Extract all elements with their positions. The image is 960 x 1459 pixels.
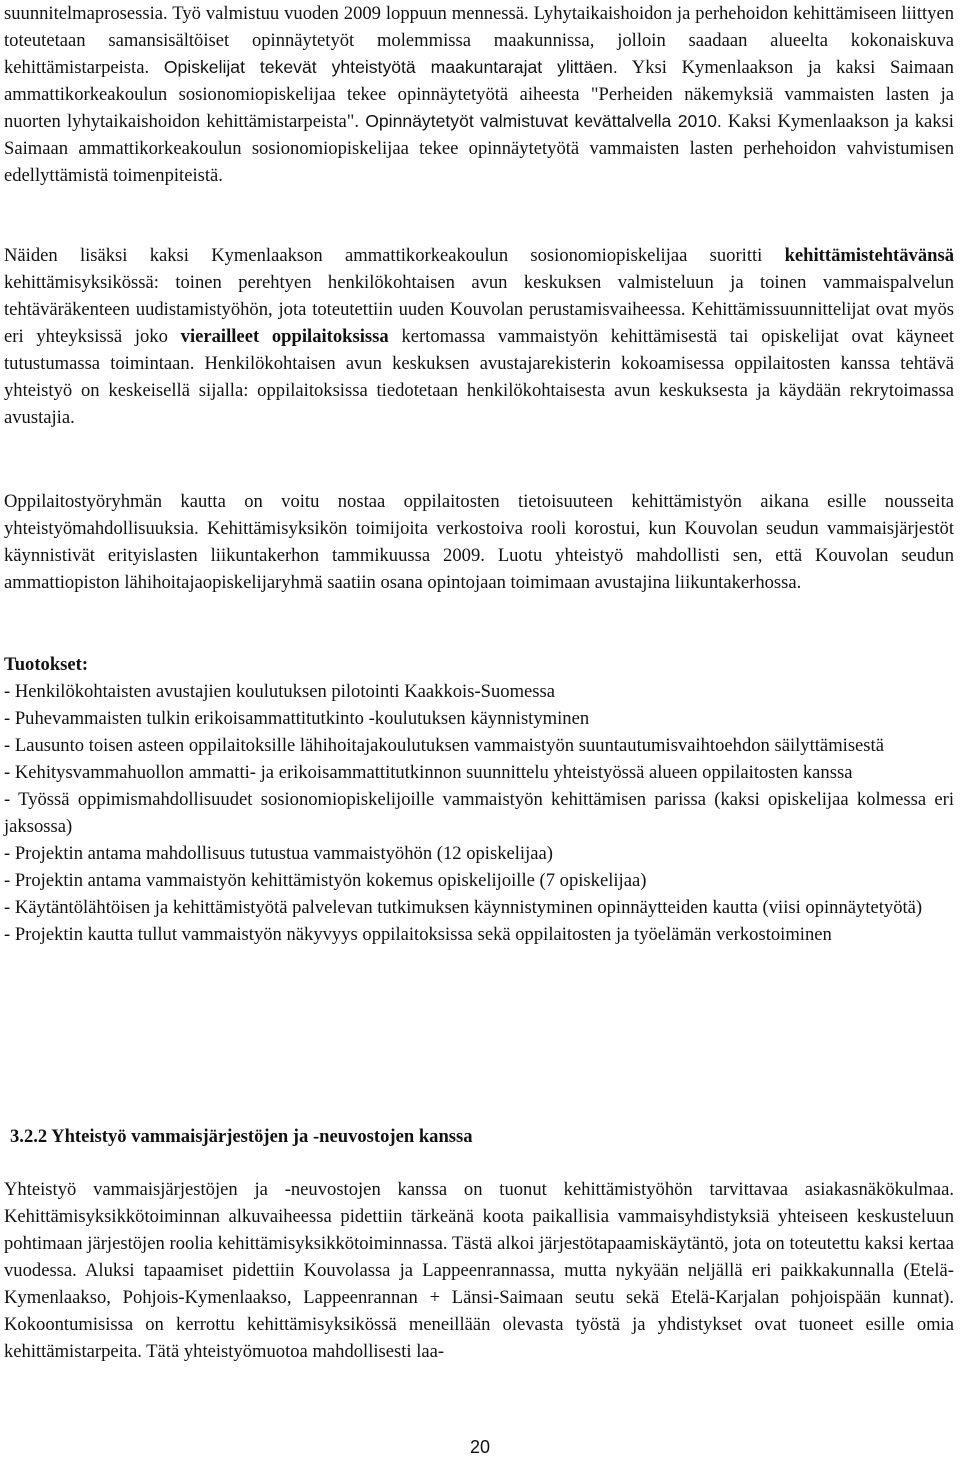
para1-text-d: Opinnäytetyöt valmistuvat kevättalvella 2010.: [365, 111, 722, 131]
list-item: - Käytäntölähtöisen ja kehittämistyötä palvelevan tutkimuksen käynnistyminen opinnäytteiden kautta (viisi opinnäytetyötä): [4, 897, 923, 918]
para1-text-e: Kaksi Kymenlaakson ja kaksi Saimaan ammattikorkeakoulun sosionomiopiskelijaa tekee opinnäytetyötä vammaisten lasten perhehoidon vahvistumisen edellyttämistä toimenpiteistä.: [4, 111, 954, 186]
para1-text-a: suunnitelmaprosessia. Työ valmistuu vuoden 2009 loppuun mennessä. Lyhytaikaishoidon ja perhehoidon kehittämiseen liittyen toteutetaan samansisältöiset opinnäytetyöt molemmissa maakunnissa, jolloin saadaan alueelta kokonaiskuva kehittämistarpeista.: [4, 3, 954, 78]
para1-text-b: Opiskelijat tekevät yhteistyötä maakuntarajat ylittäen.: [163, 57, 618, 77]
paragraph-school-workgroup: Oppilaitostyöryhmän kautta on voitu nostaa oppilaitosten tietoisuuteen kehittämistyön aikana esille nousseita yhteistyömahdollisuuksia. Kehittämisyksikön toimijoita verkostoiva rooli korostui, kun Kouvolan seudun vammaisjärjestöt käynnistivät erityislasten liikuntakerhon tammikuussa 2009. Luotu yhteistyö mahdollisti sen, että Kouvolan seudun ammattiopiston lähihoitajaopiskelijaryhmä saatiin osana opintojaan toimimaan avustajina liikuntakerhossa.: [4, 491, 954, 593]
paragraph-intro: [4, 0, 954, 189]
results-heading: Tuotokset:: [4, 654, 89, 675]
paragraph-organizations: Yhteistyö vammaisjärjestöjen ja -neuvostojen kanssa on tuonut kehittämistyöhön tarvittavaa asiakasnäkökulmaa. Kehittämisyksikkötoiminnan alkuvaiheessa pidettiin tärkeänä koota paikallisia vammaisyhdistyksiä yhteiseen keskusteluun pohtimaan järjestöjen roolia kehittämisyksikkötoiminnassa. Tästä alkoi järjestötapaamiskäytäntö, jota on toteutettu kaksi kertaa vuodessa. Aluksi tapaamiset pidettiin Kouvolassa ja Lappeenrannassa, mutta nykyään neljällä eri paikkakunnalla (Etelä-Kymenlaakso, Pohjois-Kymenlaakso, Lappeenrannan + Länsi-Saimaan seutu sekä Etelä-Karjalan pohjoispään kunnat). Kokoontumisissa on kerrottu kehittämisyksikössä meneillään olevasta työstä ja yhdistykset ovat tuoneet esille omia kehittämistarpeita. Tätä yhteistyömuotoa mahdollisesti laa-: [4, 1179, 954, 1362]
list-item: - Projektin antama vammaistyön kehittämistyön kokemus opiskelijoille (7 opiskelijaa): [4, 870, 647, 891]
list-item: - Kehitysvammahuollon ammatti- ja erikoisammattitutkinnon suunnittelu yhteistyössä alueen oppilaitosten kanssa: [4, 762, 853, 783]
para2-text-a: Näiden lisäksi kaksi Kymenlaakson ammattikorkeakoulun sosionomiopiskelijaa suoritti: [4, 245, 763, 266]
list-item: - Henkilökohtaisten avustajien koulutuksen pilotointi Kaakkois-Suomessa: [4, 681, 556, 702]
para2-bold-a: kehittämistehtävänsä: [784, 245, 954, 266]
para2-bold-b: vierailleet oppilaitoksissa: [180, 326, 389, 347]
list-item: - Projektin antama mahdollisuus tutustua vammaistyöhön (12 opiskelijaa): [4, 843, 553, 864]
para2-text-c: kehittämisyksikössä: toinen perehtyen henkilökohtaisen avun keskuksen valmisteluun ja toinen vammaispalvelun tehtäväräkenteen uudistamistyöhön, jota toteutettiin uuden Kouvolan perustamisvaiheessa.: [4, 272, 954, 320]
list-item: - Projektin kautta tullut vammaistyön näkyvyys oppilaitoksissa sekä oppilaitosten ja työelämän verkostoiminen: [4, 924, 832, 945]
para1-text-c: Yksi Kymenlaakson ja kaksi Saimaan ammattikorkeakoulun sosionomiopiskelijaa tekee opinnäytetyötä aiheesta "Perheiden näkemyksiä vammaisten lasten ja nuorten lyhytaikaishoidon kehittämistarpeista".: [4, 57, 954, 132]
para2-text-d: Kehittämissuunnittelijat ovat myös eri yhteyksissä joko: [4, 299, 954, 347]
section-heading: 3.2.2 Yhteistyö vammaisjärjestöjen ja -neuvostojen kanssa: [10, 1126, 473, 1147]
list-item: - Työssä oppimismahdollisuudet sosionomiopiskelijoille vammaistyön kehittämisen parissa (kaksi opiskelijaa kolmessa eri jaksossa): [4, 789, 954, 837]
results-list: [4, 678, 954, 948]
para2-text-f: kertomassa vammaistyön kehittämisestä tai opiskelijat ovat käyneet tutustumassa toimintaan.: [4, 326, 955, 374]
page-number: 20: [469, 1437, 491, 1457]
list-item: - Puhevammaisten tulkin erikoisammattitutkinto -koulutuksen käynnistyminen: [4, 708, 590, 729]
para2-text-g: Henkilökohtaisen avun keskuksen avustajarekisterin kokoamisessa oppilaitosten kanssa tehtävä yhteistyö on keskeisellä sijalla: oppilaitoksissa tiedotetaan henkilökohtaisesta avun keskuksesta ja käydään rekrytoimassa avustajia.: [4, 353, 954, 428]
paragraph-development-tasks: [4, 242, 954, 431]
list-item: - Lausunto toisen asteen oppilaitoksille lähihoitajakoulutuksen vammaistyön suuntautumisvaihtoehdon säilyttämisestä: [4, 735, 884, 756]
